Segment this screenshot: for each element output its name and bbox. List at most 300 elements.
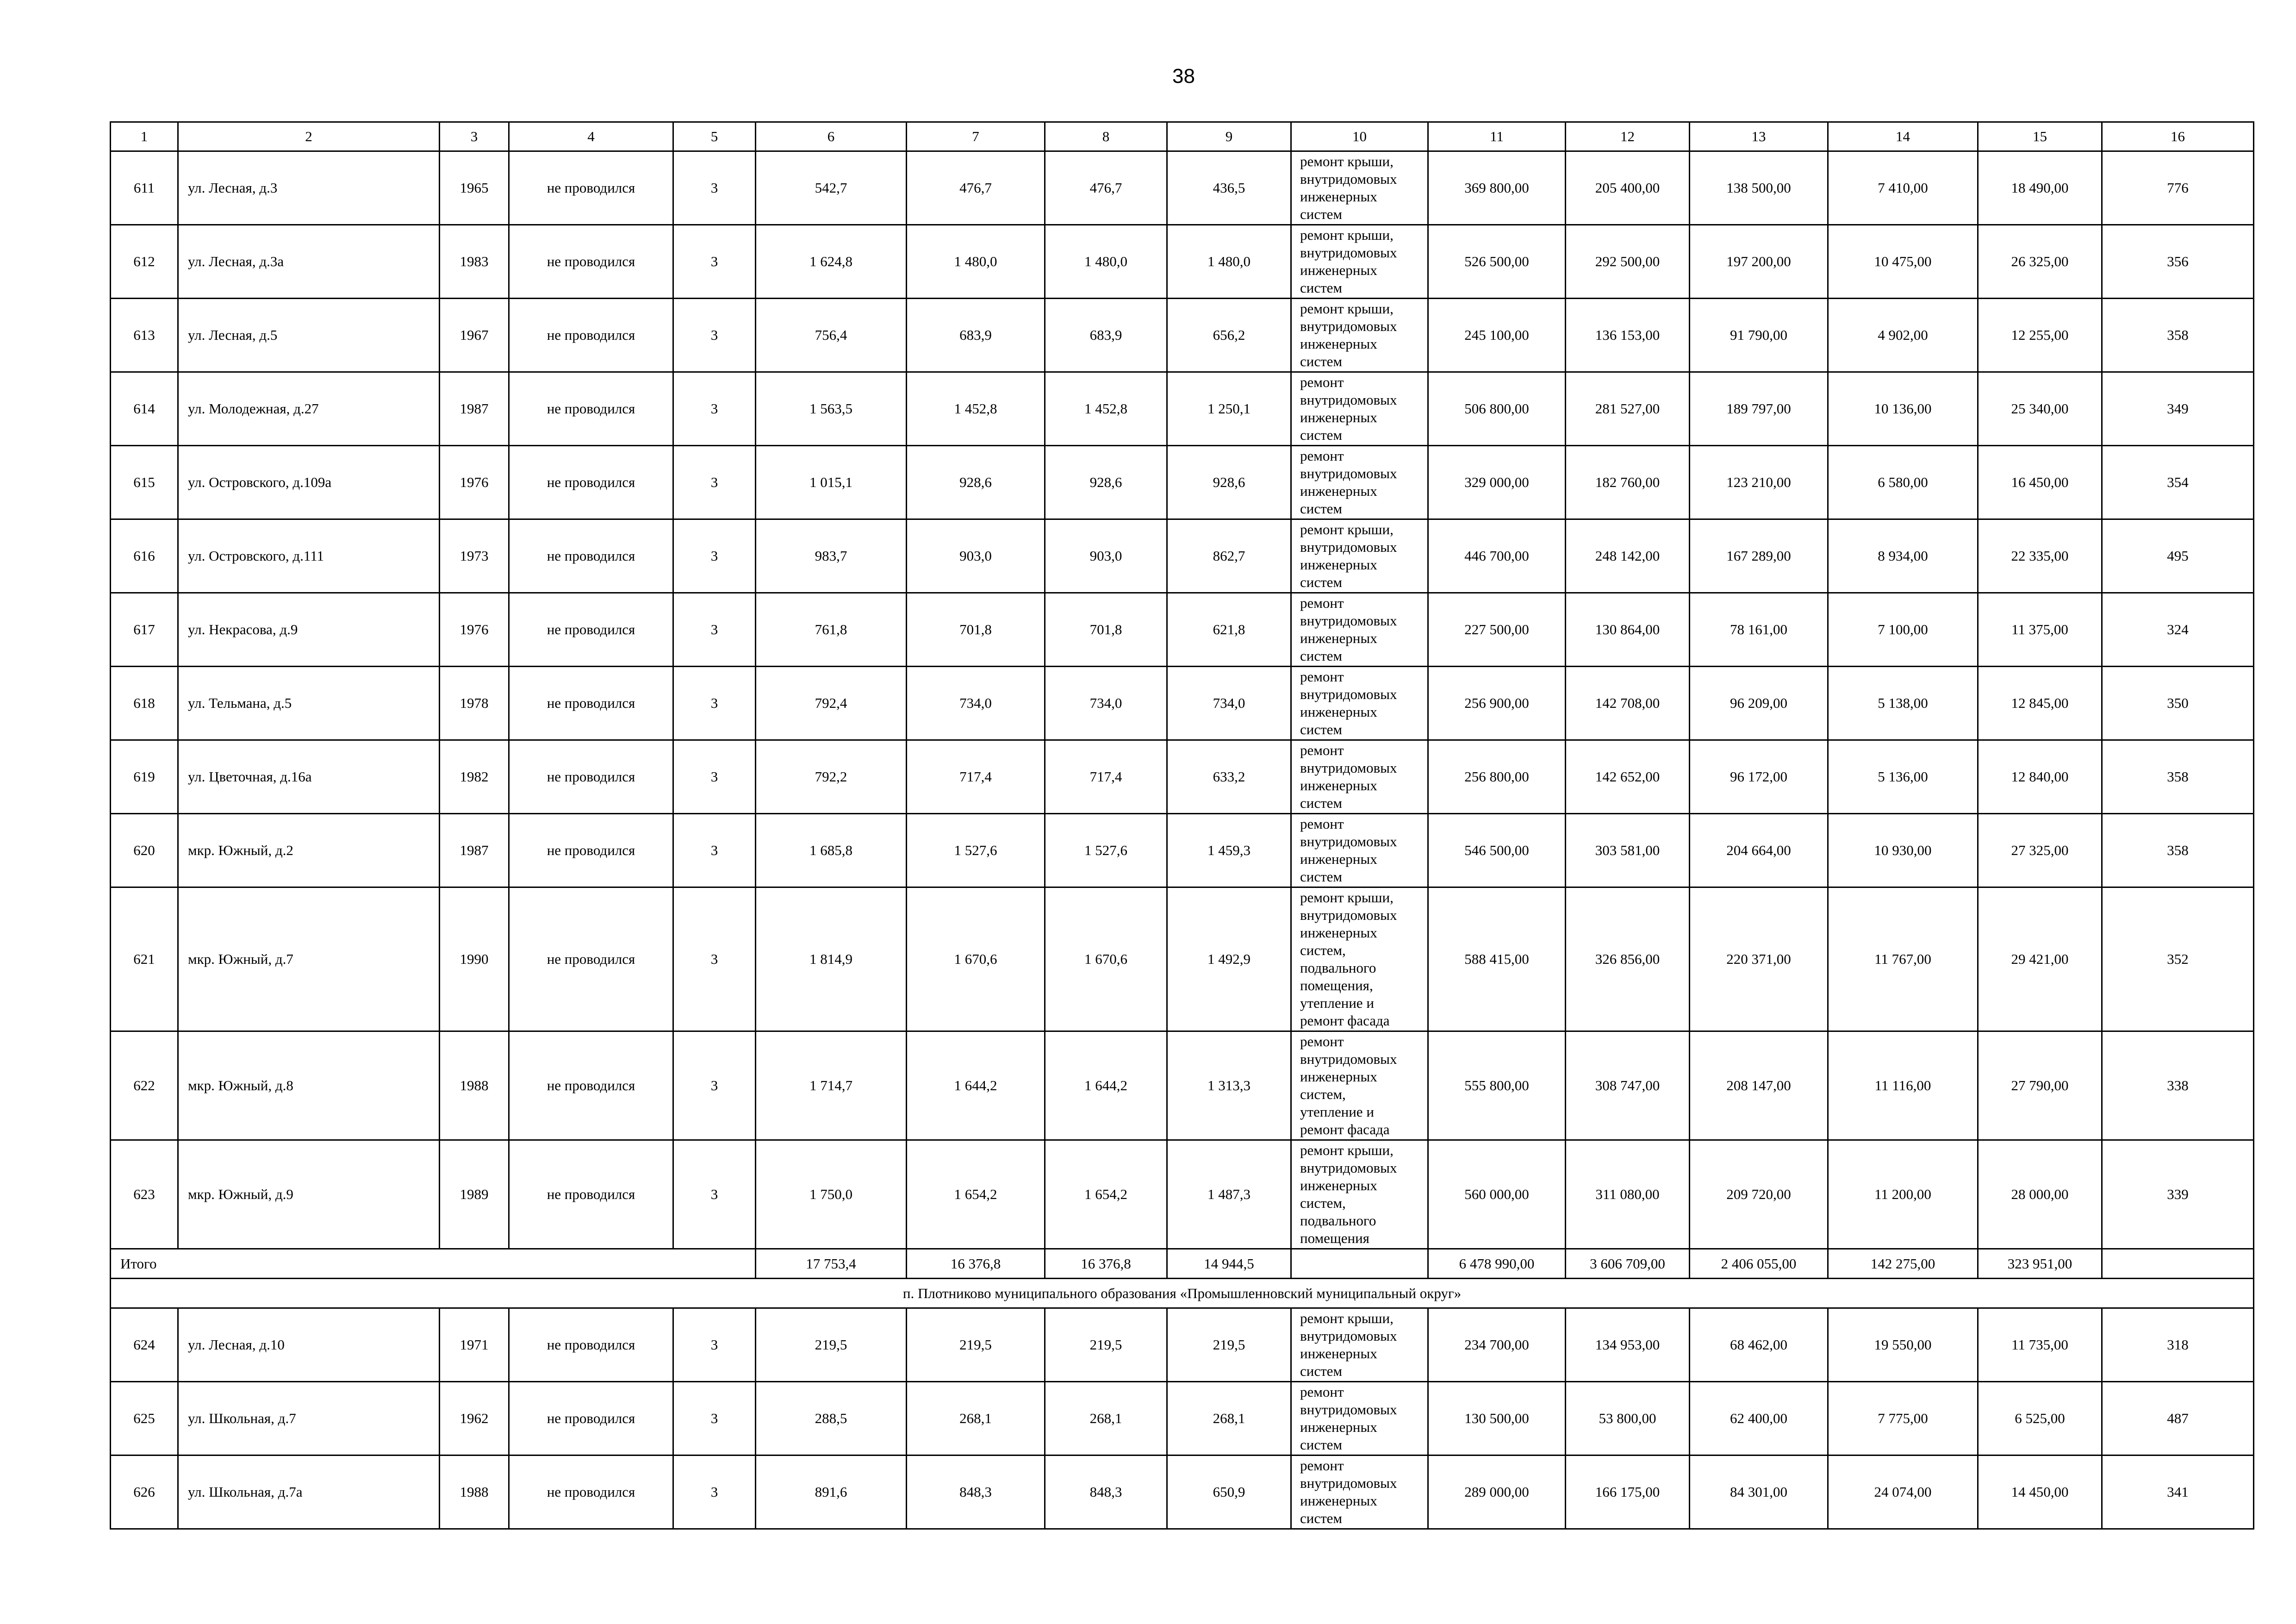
table-cell: 1 452,8 [907, 372, 1045, 446]
table-cell: 350 [2102, 667, 2254, 740]
table-cell: 615 [111, 446, 178, 519]
table-cell: 717,4 [907, 740, 1045, 814]
table-cell: 220 371,00 [1690, 887, 1828, 1031]
table-cell: не проводился [509, 593, 673, 667]
table-cell: 358 [2102, 740, 2254, 814]
table-cell: 318 [2102, 1308, 2254, 1382]
table-cell: 78 161,00 [1690, 593, 1828, 667]
header-cell: 14 [1828, 122, 1978, 151]
table-cell: ремонт крыши, внутридомовых инженерных систем [1291, 225, 1428, 299]
table-cell: ремонт крыши, внутридомовых инженерных систем [1291, 299, 1428, 372]
table-cell: 717,4 [1045, 740, 1167, 814]
table-cell: 1989 [440, 1140, 509, 1249]
table-cell: 1 459,3 [1167, 814, 1291, 887]
table-cell: ремонт внутридомовых инженерных систем [1291, 372, 1428, 446]
header-cell: 13 [1690, 122, 1828, 151]
table-cell: 245 100,00 [1428, 299, 1566, 372]
header-cell: 12 [1566, 122, 1690, 151]
table-cell: 446 700,00 [1428, 519, 1566, 593]
header-cell: 10 [1291, 122, 1428, 151]
table-cell: 3 [673, 1140, 756, 1249]
total-cell: 2 406 055,00 [1690, 1249, 1828, 1279]
section-title: п. Плотниково муниципального образования «Промышленновский муниципальный округ» [111, 1279, 2254, 1308]
table-cell: ул. Цветочная, д.16а [178, 740, 440, 814]
table-cell: 8 934,00 [1828, 519, 1978, 593]
table-cell: 633,2 [1167, 740, 1291, 814]
table-cell: 1978 [440, 667, 509, 740]
header-cell: 9 [1167, 122, 1291, 151]
table-cell: 1988 [440, 1455, 509, 1529]
table-row [111, 814, 2254, 887]
table-cell: 1 563,5 [756, 372, 907, 446]
table-cell: 623 [111, 1140, 178, 1249]
table-cell: 848,3 [907, 1455, 1045, 1529]
table-cell: 11 116,00 [1828, 1031, 1978, 1140]
table-cell: 84 301,00 [1690, 1455, 1828, 1529]
total-row [111, 1249, 2254, 1279]
table-cell: не проводился [509, 1031, 673, 1140]
table-cell: 3 [673, 593, 756, 667]
table-cell: 891,6 [756, 1455, 907, 1529]
table-row [111, 1031, 2254, 1140]
table-row [111, 519, 2254, 593]
table-cell: ремонт внутридомовых инженерных систем [1291, 446, 1428, 519]
table-cell: 204 664,00 [1690, 814, 1828, 887]
table-cell: 303 581,00 [1566, 814, 1690, 887]
table-cell: не проводился [509, 1308, 673, 1382]
total-cell: 3 606 709,00 [1566, 1249, 1690, 1279]
table-cell: ремонт внутридомовых инженерных систем, утепление и ремонт фасада [1291, 1031, 1428, 1140]
table-cell: не проводился [509, 667, 673, 740]
table-cell: 1 250,1 [1167, 372, 1291, 446]
table-cell: 12 845,00 [1978, 667, 2102, 740]
table-cell: 10 136,00 [1828, 372, 1978, 446]
header-cell: 2 [178, 122, 440, 151]
table-row [111, 446, 2254, 519]
table-cell: 68 462,00 [1690, 1308, 1828, 1382]
table-cell: 338 [2102, 1031, 2254, 1140]
table-cell: 12 255,00 [1978, 299, 2102, 372]
table-cell: 142 708,00 [1566, 667, 1690, 740]
table-cell: 1987 [440, 372, 509, 446]
table-cell: 701,8 [907, 593, 1045, 667]
table-cell: 19 550,00 [1828, 1308, 1978, 1382]
table-cell: 1987 [440, 814, 509, 887]
header-cell: 8 [1045, 122, 1167, 151]
total-cell: Итого [111, 1249, 756, 1279]
table-cell: 7 410,00 [1828, 151, 1978, 225]
total-cell: 323 951,00 [1978, 1249, 2102, 1279]
table-cell: 11 200,00 [1828, 1140, 1978, 1249]
table-cell: 123 210,00 [1690, 446, 1828, 519]
table-cell: 189 797,00 [1690, 372, 1828, 446]
total-cell: 14 944,5 [1167, 1249, 1291, 1279]
table-cell: мкр. Южный, д.7 [178, 887, 440, 1031]
table-cell: ул. Лесная, д.10 [178, 1308, 440, 1382]
table-cell: не проводился [509, 1382, 673, 1455]
table-cell: 3 [673, 299, 756, 372]
table-cell: 27 790,00 [1978, 1031, 2102, 1140]
table-cell: 1962 [440, 1382, 509, 1455]
table-row [111, 1140, 2254, 1249]
table-cell: 617 [111, 593, 178, 667]
table-cell: 136 153,00 [1566, 299, 1690, 372]
table-cell: 734,0 [907, 667, 1045, 740]
table-cell: 24 074,00 [1828, 1455, 1978, 1529]
table-cell: 358 [2102, 299, 2254, 372]
table-cell: 656,2 [1167, 299, 1291, 372]
table-cell: 29 421,00 [1978, 887, 2102, 1031]
table-cell: 3 [673, 225, 756, 299]
table-cell: 1 624,8 [756, 225, 907, 299]
table-cell: 1 685,8 [756, 814, 907, 887]
table-cell: не проводился [509, 299, 673, 372]
table-cell: 1 487,3 [1167, 1140, 1291, 1249]
table-cell: 1976 [440, 446, 509, 519]
table-cell: 625 [111, 1382, 178, 1455]
table-cell: 1965 [440, 151, 509, 225]
table-cell: ремонт крыши, внутридомовых инженерных систем, подвального помещения, утепление и ремонт фасада [1291, 887, 1428, 1031]
table-cell: 268,1 [907, 1382, 1045, 1455]
table-cell: 542,7 [756, 151, 907, 225]
table-row [111, 299, 2254, 372]
table-cell: 25 340,00 [1978, 372, 2102, 446]
table-cell: 197 200,00 [1690, 225, 1828, 299]
table-cell: 983,7 [756, 519, 907, 593]
table-cell: 356 [2102, 225, 2254, 299]
table-cell: 903,0 [1045, 519, 1167, 593]
table-cell: 3 [673, 1308, 756, 1382]
table-cell: ремонт внутридомовых инженерных систем [1291, 593, 1428, 667]
table-cell: ремонт крыши, внутридомовых инженерных систем [1291, 519, 1428, 593]
header-cell: 15 [1978, 122, 2102, 151]
table-cell: 281 527,00 [1566, 372, 1690, 446]
table-cell: 1 480,0 [1167, 225, 1291, 299]
table-cell: 526 500,00 [1428, 225, 1566, 299]
table-cell: 683,9 [907, 299, 1045, 372]
total-cell: 142 275,00 [1828, 1249, 1978, 1279]
table-row [111, 593, 2254, 667]
table-cell: 1 527,6 [1045, 814, 1167, 887]
table-cell: 3 [673, 519, 756, 593]
header-cell: 1 [111, 122, 178, 151]
table-cell: 358 [2102, 814, 2254, 887]
table-cell: 701,8 [1045, 593, 1167, 667]
table-cell: 756,4 [756, 299, 907, 372]
table-cell: 96 172,00 [1690, 740, 1828, 814]
table-cell: 1 480,0 [907, 225, 1045, 299]
table-cell: 7 100,00 [1828, 593, 1978, 667]
table-cell: 3 [673, 814, 756, 887]
table-cell: 329 000,00 [1428, 446, 1566, 519]
table-cell: 208 147,00 [1690, 1031, 1828, 1140]
table-cell: 776 [2102, 151, 2254, 225]
table-cell: ул. Лесная, д.5 [178, 299, 440, 372]
table-cell: 292 500,00 [1566, 225, 1690, 299]
table-cell: 1 714,7 [756, 1031, 907, 1140]
repair-program-table [110, 121, 2254, 1530]
section-title-row [111, 1279, 2254, 1308]
table-cell: 555 800,00 [1428, 1031, 1566, 1140]
table-cell: 1973 [440, 519, 509, 593]
table-cell: 1 644,2 [907, 1031, 1045, 1140]
table-cell: ремонт внутридомовых инженерных систем [1291, 1382, 1428, 1455]
table-cell: ул. Школьная, д.7а [178, 1455, 440, 1529]
table-cell: 1 015,1 [756, 446, 907, 519]
table-cell: 3 [673, 151, 756, 225]
table-cell: не проводился [509, 225, 673, 299]
table-cell: 1983 [440, 225, 509, 299]
table-cell: ул. Лесная, д.3а [178, 225, 440, 299]
table-cell: 588 415,00 [1428, 887, 1566, 1031]
table-cell: 18 490,00 [1978, 151, 2102, 225]
table-cell: 219,5 [1167, 1308, 1291, 1382]
table-cell: 6 525,00 [1978, 1382, 2102, 1455]
header-cell: 5 [673, 122, 756, 151]
table-cell: 14 450,00 [1978, 1455, 2102, 1529]
table-cell: 1 644,2 [1045, 1031, 1167, 1140]
table-cell: 27 325,00 [1978, 814, 2102, 887]
table-cell: 1 670,6 [907, 887, 1045, 1031]
table-cell: ул. Молодежная, д.27 [178, 372, 440, 446]
table-cell: 227 500,00 [1428, 593, 1566, 667]
table-cell: 5 136,00 [1828, 740, 1978, 814]
table-cell: 326 856,00 [1566, 887, 1690, 1031]
table-cell: 1 452,8 [1045, 372, 1167, 446]
header-cell: 3 [440, 122, 509, 151]
table-cell: 3 [673, 446, 756, 519]
table-cell: мкр. Южный, д.9 [178, 1140, 440, 1249]
header-cell: 4 [509, 122, 673, 151]
table-cell: не проводился [509, 372, 673, 446]
header-cell: 6 [756, 122, 907, 151]
table-row [111, 1308, 2254, 1382]
table-cell: 134 953,00 [1566, 1308, 1690, 1382]
table-cell: ремонт внутридомовых инженерных систем [1291, 740, 1428, 814]
table-cell: 16 450,00 [1978, 446, 2102, 519]
table-cell: 1990 [440, 887, 509, 1031]
table-cell: ремонт крыши, внутридомовых инженерных систем [1291, 151, 1428, 225]
table-row [111, 740, 2254, 814]
table-cell: 311 080,00 [1566, 1140, 1690, 1249]
page-number: 38 [1172, 65, 1195, 87]
table-cell: ул. Островского, д.109а [178, 446, 440, 519]
table-cell: 928,6 [1167, 446, 1291, 519]
table-cell: 1982 [440, 740, 509, 814]
total-cell: 6 478 990,00 [1428, 1249, 1566, 1279]
table-cell: 792,2 [756, 740, 907, 814]
table-cell: 626 [111, 1455, 178, 1529]
table-cell: 62 400,00 [1690, 1382, 1828, 1455]
table-cell: 96 209,00 [1690, 667, 1828, 740]
table-cell: 1 654,2 [1045, 1140, 1167, 1249]
table-cell: не проводился [509, 1140, 673, 1249]
table-cell: 130 500,00 [1428, 1382, 1566, 1455]
table-cell: 487 [2102, 1382, 2254, 1455]
table-cell: 3 [673, 1031, 756, 1140]
table-cell: 683,9 [1045, 299, 1167, 372]
table-cell: 3 [673, 667, 756, 740]
table-cell: 11 767,00 [1828, 887, 1978, 1031]
table-cell: 3 [673, 1455, 756, 1529]
table-cell: 614 [111, 372, 178, 446]
table-cell: 268,1 [1167, 1382, 1291, 1455]
table-cell: мкр. Южный, д.8 [178, 1031, 440, 1140]
table-row [111, 667, 2254, 740]
table-cell: 734,0 [1167, 667, 1291, 740]
table-cell: 142 652,00 [1566, 740, 1690, 814]
table-cell: 848,3 [1045, 1455, 1167, 1529]
table-cell: 28 000,00 [1978, 1140, 2102, 1249]
table-cell: 182 760,00 [1566, 446, 1690, 519]
table-cell: 611 [111, 151, 178, 225]
table-cell: 792,4 [756, 667, 907, 740]
table-cell: 219,5 [907, 1308, 1045, 1382]
table-row [111, 151, 2254, 225]
table-cell: 354 [2102, 446, 2254, 519]
table-cell: ул. Некрасова, д.9 [178, 593, 440, 667]
total-cell: 17 753,4 [756, 1249, 907, 1279]
table-cell: 1 492,9 [1167, 887, 1291, 1031]
table-cell: 506 800,00 [1428, 372, 1566, 446]
table-cell: 205 400,00 [1566, 151, 1690, 225]
table-cell: мкр. Южный, д.2 [178, 814, 440, 887]
table-cell: не проводился [509, 151, 673, 225]
table-cell: ул. Лесная, д.3 [178, 151, 440, 225]
table-cell: 620 [111, 814, 178, 887]
table-cell: 1971 [440, 1308, 509, 1382]
table-cell: 1 527,6 [907, 814, 1045, 887]
empty-cell [1291, 1249, 1428, 1279]
table-cell: 12 840,00 [1978, 740, 2102, 814]
table-cell: ремонт внутридомовых инженерных систем [1291, 814, 1428, 887]
table-cell: 324 [2102, 593, 2254, 667]
table-cell: 436,5 [1167, 151, 1291, 225]
table-cell: 3 [673, 372, 756, 446]
table-cell: 1976 [440, 593, 509, 667]
table-cell: 5 138,00 [1828, 667, 1978, 740]
table-cell: 495 [2102, 519, 2254, 593]
table-cell: 476,7 [1045, 151, 1167, 225]
table-cell: 903,0 [907, 519, 1045, 593]
table-cell: не проводился [509, 1455, 673, 1529]
table-cell: 3 [673, 1382, 756, 1455]
table-cell: 618 [111, 667, 178, 740]
total-cell: 16 376,8 [1045, 1249, 1167, 1279]
table-cell: 53 800,00 [1566, 1382, 1690, 1455]
table-cell: 256 900,00 [1428, 667, 1566, 740]
table-cell: 1 670,6 [1045, 887, 1167, 1031]
table-row [111, 1455, 2254, 1529]
table-cell: ремонт внутридомовых инженерных систем [1291, 1455, 1428, 1529]
table-cell: 219,5 [756, 1308, 907, 1382]
table-cell: 734,0 [1045, 667, 1167, 740]
table-row [111, 372, 2254, 446]
table-cell: 928,6 [1045, 446, 1167, 519]
table-cell: ул. Тельмана, д.5 [178, 667, 440, 740]
table-cell: 22 335,00 [1978, 519, 2102, 593]
table-cell: 268,1 [1045, 1382, 1167, 1455]
table-cell: ул. Школьная, д.7 [178, 1382, 440, 1455]
table-cell: 349 [2102, 372, 2254, 446]
table-cell: 11 375,00 [1978, 593, 2102, 667]
table-cell: 1 480,0 [1045, 225, 1167, 299]
header-row [111, 122, 2254, 151]
table-row [111, 887, 2254, 1031]
table-cell: ремонт крыши, внутридомовых инженерных систем, подвального помещения [1291, 1140, 1428, 1249]
table-cell: 546 500,00 [1428, 814, 1566, 887]
table-cell: не проводился [509, 740, 673, 814]
table-cell: 26 325,00 [1978, 225, 2102, 299]
table-cell: 613 [111, 299, 178, 372]
table-cell: 138 500,00 [1690, 151, 1828, 225]
table-cell: 3 [673, 740, 756, 814]
table-cell: 612 [111, 225, 178, 299]
table-row [111, 225, 2254, 299]
table-cell: не проводился [509, 446, 673, 519]
table-cell: 219,5 [1045, 1308, 1167, 1382]
table-cell: 3 [673, 887, 756, 1031]
table-row [111, 1382, 2254, 1455]
table-cell: 761,8 [756, 593, 907, 667]
table-cell: 928,6 [907, 446, 1045, 519]
table-cell: 862,7 [1167, 519, 1291, 593]
header-cell: 7 [907, 122, 1045, 151]
table-cell: 7 775,00 [1828, 1382, 1978, 1455]
table-cell: не проводился [509, 814, 673, 887]
table-cell: 10 475,00 [1828, 225, 1978, 299]
table-cell: не проводился [509, 887, 673, 1031]
table-cell: 622 [111, 1031, 178, 1140]
table-cell: ремонт внутридомовых инженерных систем [1291, 667, 1428, 740]
table-cell: 352 [2102, 887, 2254, 1031]
table-cell: 130 864,00 [1566, 593, 1690, 667]
table-cell: не проводился [509, 519, 673, 593]
table-cell: 289 000,00 [1428, 1455, 1566, 1529]
table-cell: 1 750,0 [756, 1140, 907, 1249]
table-cell: 1988 [440, 1031, 509, 1140]
table-cell: 1967 [440, 299, 509, 372]
table-cell: 339 [2102, 1140, 2254, 1249]
table-cell: 619 [111, 740, 178, 814]
table-cell: 256 800,00 [1428, 740, 1566, 814]
table-cell: 4 902,00 [1828, 299, 1978, 372]
table-cell: ремонт крыши, внутридомовых инженерных систем [1291, 1308, 1428, 1382]
table-cell: 166 175,00 [1566, 1455, 1690, 1529]
table-cell: 248 142,00 [1566, 519, 1690, 593]
table-cell: 167 289,00 [1690, 519, 1828, 593]
table-cell: 308 747,00 [1566, 1031, 1690, 1140]
table-cell: 650,9 [1167, 1455, 1291, 1529]
table-cell: 476,7 [907, 151, 1045, 225]
table-cell: 288,5 [756, 1382, 907, 1455]
table-cell: 1 814,9 [756, 887, 907, 1031]
total-cell: 16 376,8 [907, 1249, 1045, 1279]
table-cell: 234 700,00 [1428, 1308, 1566, 1382]
table-cell: 621 [111, 887, 178, 1031]
table-cell: 624 [111, 1308, 178, 1382]
table-cell: 369 800,00 [1428, 151, 1566, 225]
table-cell: ул. Островского, д.111 [178, 519, 440, 593]
table-cell: 616 [111, 519, 178, 593]
empty-cell [2102, 1249, 2254, 1279]
table-cell: 1 313,3 [1167, 1031, 1291, 1140]
header-cell: 16 [2102, 122, 2254, 151]
table-cell: 6 580,00 [1828, 446, 1978, 519]
table-cell: 11 735,00 [1978, 1308, 2102, 1382]
table-cell: 621,8 [1167, 593, 1291, 667]
table-cell: 560 000,00 [1428, 1140, 1566, 1249]
